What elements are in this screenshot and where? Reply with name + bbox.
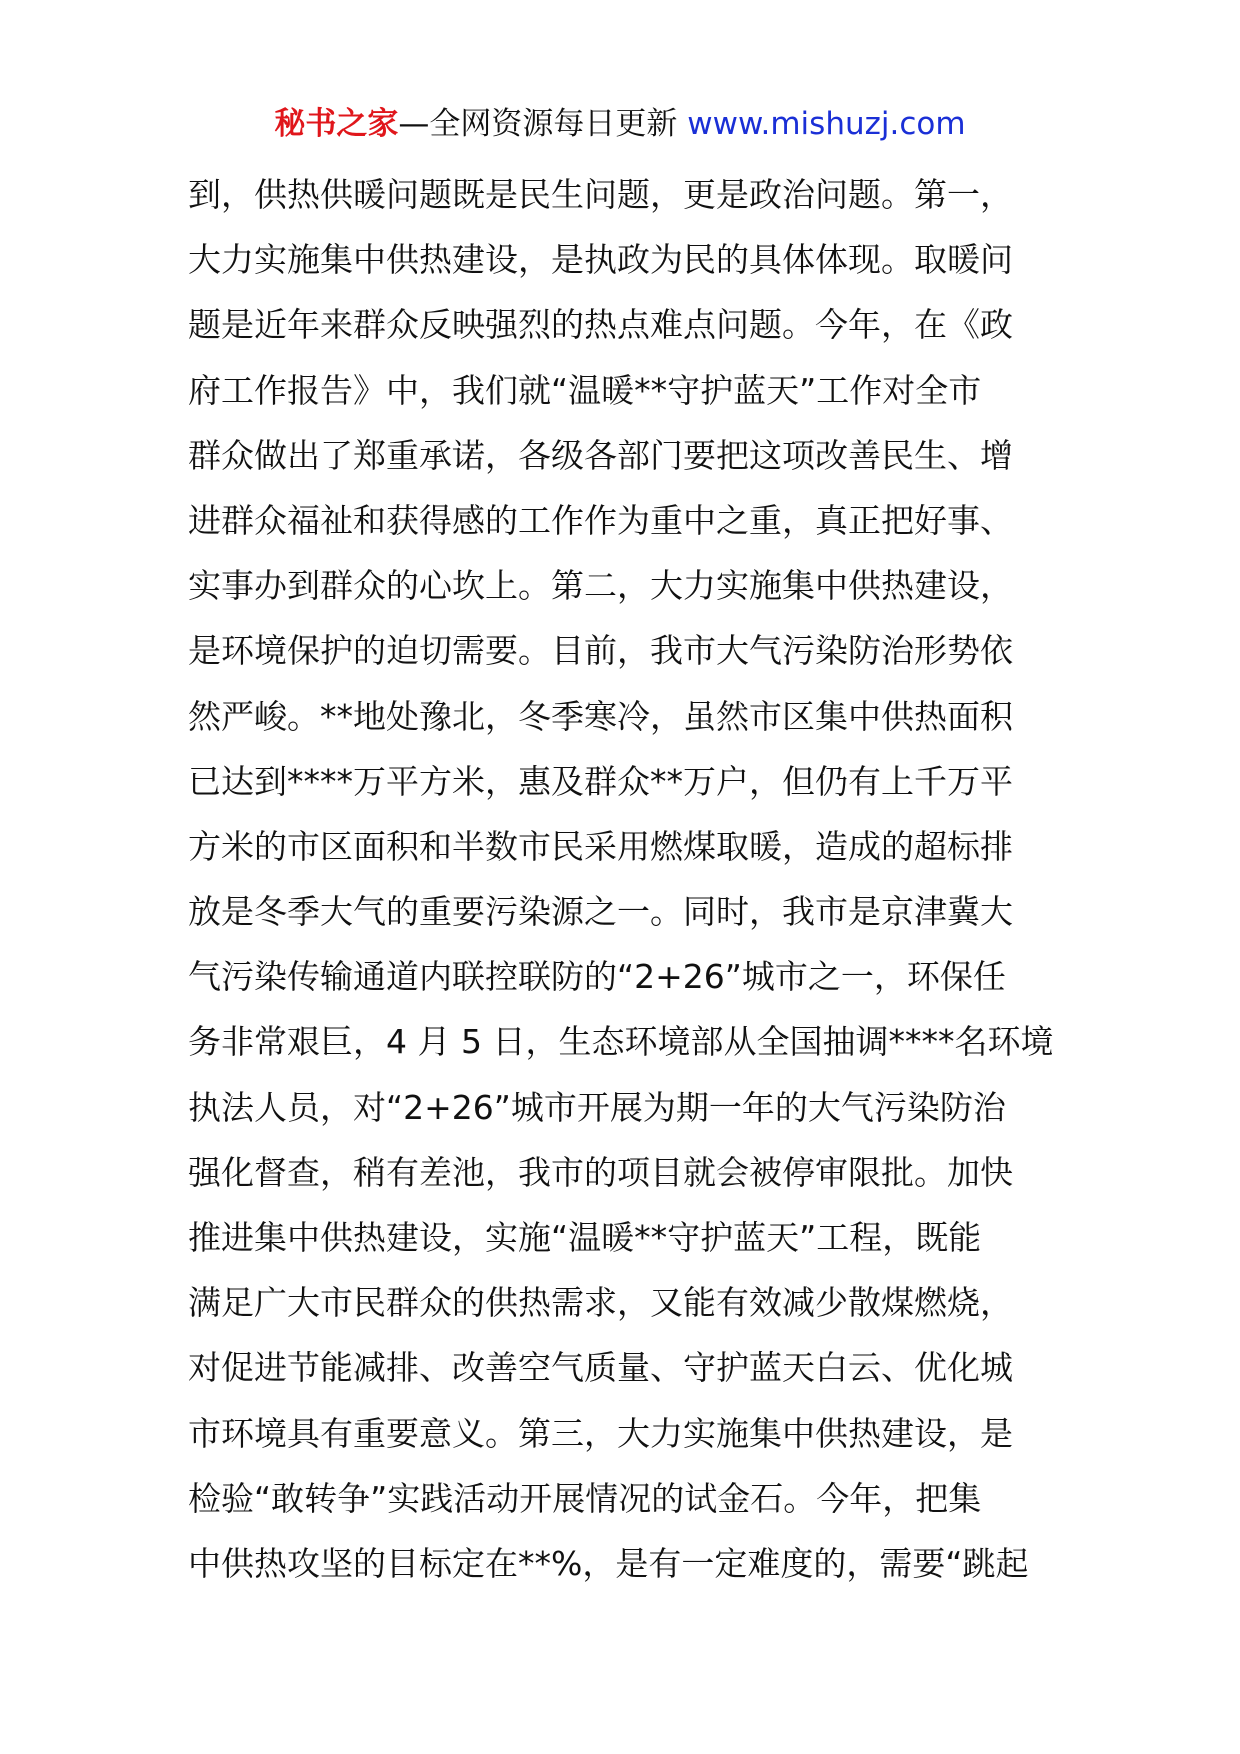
text-line: 到，供热供暖问题既是民生问题，更是政治问题。第一， bbox=[188, 175, 1013, 214]
header-slogan: —全网资源每日更新 bbox=[398, 106, 678, 142]
text-line: 然严峻。**地处豫北，冬季寒冷，虽然市区集中供热面积 bbox=[188, 696, 1013, 736]
text-line: 方米的市区面积和半数市民采用燃煤取暖，造成的超标排 bbox=[188, 826, 1013, 866]
text-line: 务非常艰巨，4 月 5 日，生态环境部从全国抽调****名环境 bbox=[188, 1022, 1054, 1062]
text-line: 推进集中供热建设，实施“温暖**守护蓝天”工程，既能 bbox=[188, 1218, 982, 1257]
text-line: 满足广大市民群众的供热需求，又能有效减少散煤燃烧， bbox=[188, 1283, 1013, 1323]
brand-name: 秘书之家 bbox=[274, 106, 399, 142]
text-line: 放是冬季大气的重要污染源之一。同时，我市是京津冀大 bbox=[188, 892, 1013, 932]
text-line: 大力实施集中供热建设，是执政为民的具体体现。取暖问 bbox=[188, 240, 1013, 280]
text-line: 题是近年来群众反映强烈的热点难点问题。今年，在《政 bbox=[188, 305, 1013, 345]
text-line: 强化督查，稍有差池，我市的项目就会被停审限批。加快 bbox=[188, 1152, 1013, 1192]
text-line: 群众做出了郑重承诺，各级各部门要把这项改善民生、增 bbox=[188, 435, 1013, 475]
text-line: 气污染传输通道内联控联防的“2+26”城市之一，环保任 bbox=[188, 957, 1006, 997]
text-line: 已达到****万平方米，惠及群众**万户，但仍有上千万平 bbox=[188, 761, 1013, 801]
site-url-link[interactable]: www.mishuzj.com bbox=[687, 106, 966, 142]
text-line: 对促进节能减排、改善空气质量、守护蓝天白云、优化城 bbox=[188, 1348, 1013, 1388]
text-line: 市环境具有重要意义。第三，大力实施集中供热建设，是 bbox=[188, 1413, 1013, 1453]
text-line: 执法人员，对“2+26”城市开展为期一年的大气污染防治 bbox=[188, 1087, 1006, 1127]
text-line: 实事办到群众的心坎上。第二，大力实施集中供热建设， bbox=[188, 566, 1013, 606]
text-line: 府工作报告》中，我们就“温暖**守护蓝天”工作对全市 bbox=[188, 370, 982, 410]
page-header bbox=[0, 104, 1240, 144]
document-body bbox=[188, 162, 1068, 1596]
text-line: 中供热攻坚的目标定在**%，是有一定难度的，需要“跳起 bbox=[188, 1543, 1029, 1583]
text-line: 进群众福祉和获得感的工作作为重中之重，真正把好事、 bbox=[188, 500, 1013, 540]
text-line: 是环境保护的迫切需要。目前，我市大气污染防治形势依 bbox=[188, 631, 1013, 671]
text-line: 检验“敢转争”实践活动开展情况的试金石。今年，把集 bbox=[188, 1478, 982, 1518]
